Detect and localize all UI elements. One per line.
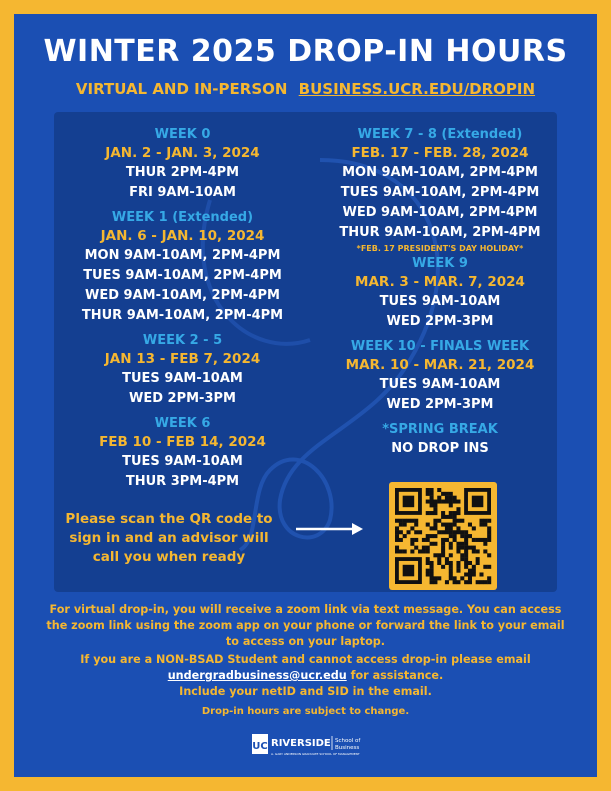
svg-text:RIVERSIDE: RIVERSIDE [271, 738, 331, 749]
week-dates: FEB 10 - FEB 14, 2024 [99, 434, 266, 450]
week-dates: JAN. 6 - JAN. 10, 2024 [100, 228, 265, 244]
email-link[interactable]: undergradbusiness@ucr.edu [167, 669, 347, 682]
week-dates: JAN. 2 - JAN. 3, 2024 [105, 145, 260, 161]
svg-text:A. GARY ANDERSON GRADUATE SCHO: A. GARY ANDERSON GRADUATE SCHOOL OF MANAGEMENT [271, 752, 360, 756]
hours-line: WED 9AM-10AM, 2PM-4PM [85, 288, 280, 303]
hours-line: TUES 9AM-10AM, 2PM-4PM [83, 268, 282, 283]
hours-line: TUES 9AM-10AM [122, 371, 243, 386]
include-info: Include your netID and SID in the email. [179, 685, 432, 698]
ucr-business-logo [252, 732, 372, 758]
hours-line: WED 2PM-3PM [386, 314, 494, 329]
hours-line: THUR 9AM-10AM, 2PM-4PM [339, 225, 541, 240]
week-label: WEEK 2 - 5 [142, 333, 223, 348]
hours-line: TUES 9AM-10AM [379, 377, 501, 392]
week-dates: MAR. 3 - MAR. 7, 2024 [355, 274, 525, 290]
holiday-note: *FEB. 17 PRESIDENT'S DAY HOLIDAY* [356, 244, 524, 253]
hours-line: THUR 3PM-4PM [125, 474, 240, 489]
week-label: WEEK 0 [154, 127, 211, 142]
hours-line: TUES 9AM-10AM [379, 294, 501, 309]
week-label: WEEK 9 [412, 256, 468, 271]
poster-title: WINTER 2025 DROP-IN HOURS [43, 34, 568, 69]
svg-text:UC: UC [252, 741, 268, 752]
week-label: *SPRING BREAK [382, 422, 498, 437]
week-label: WEEK 10 - FINALS WEEK [350, 339, 530, 354]
virtual-dropin-info: For virtual drop-in, you will receive a zoom link via text message. You can access the zoom link using the zoom app on your phone or forward the link to your email to access on your laptop. [46, 603, 565, 648]
schedule-right-column [325, 126, 555, 459]
nonbsad-info: If you are a NON-BSAD Student and cannot access drop-in please email undergradbusiness@ucr.edu for assistance. [80, 653, 531, 682]
change-notice: Drop-in hours are subject to change. [201, 706, 410, 717]
arrow-right-icon [294, 522, 364, 536]
dropin-url-link[interactable]: BUSINESS.UCR.EDU/DROPIN [298, 80, 536, 98]
hours-line: THUR 9AM-10AM, 2PM-4PM [81, 308, 284, 323]
hours-line: MON 9AM-10AM, 2PM-4PM [84, 248, 281, 263]
hours-line: FRI 9AM-10AM [129, 185, 236, 200]
week-dates: JAN 13 - FEB 7, 2024 [104, 351, 261, 367]
week-dates: MAR. 10 - MAR. 21, 2024 [345, 357, 535, 373]
week-label: WEEK 7 - 8 (Extended) [357, 127, 523, 142]
hours-line: WED 2PM-3PM [386, 397, 494, 412]
subtitle-prefix: VIRTUAL AND IN-PERSON [75, 80, 288, 98]
svg-text:School of: School of [335, 738, 361, 744]
qr-code-icon [389, 482, 497, 590]
week-dates: FEB. 17 - FEB. 28, 2024 [351, 145, 529, 161]
hours-line: TUES 9AM-10AM [122, 454, 243, 469]
hours-line: TUES 9AM-10AM, 2PM-4PM [340, 185, 540, 200]
hours-line: THUR 2PM-4PM [125, 165, 240, 180]
poster-subtitle [0, 80, 611, 98]
hours-line: WED 9AM-10AM, 2PM-4PM [342, 205, 538, 220]
scan-instructions: Please scan the QR code to sign in and an advisor will call you when ready [65, 511, 273, 565]
hours-line: WED 2PM-3PM [129, 391, 236, 406]
week-label: WEEK 1 (Extended) [111, 210, 254, 225]
hours-line: MON 9AM-10AM, 2PM-4PM [342, 165, 538, 180]
svg-text:Business: Business [335, 745, 360, 751]
qr-code[interactable] [389, 482, 497, 590]
schedule-left-column [60, 126, 305, 492]
week-label: WEEK 6 [154, 416, 211, 431]
hours-line: NO DROP INS [391, 441, 489, 456]
